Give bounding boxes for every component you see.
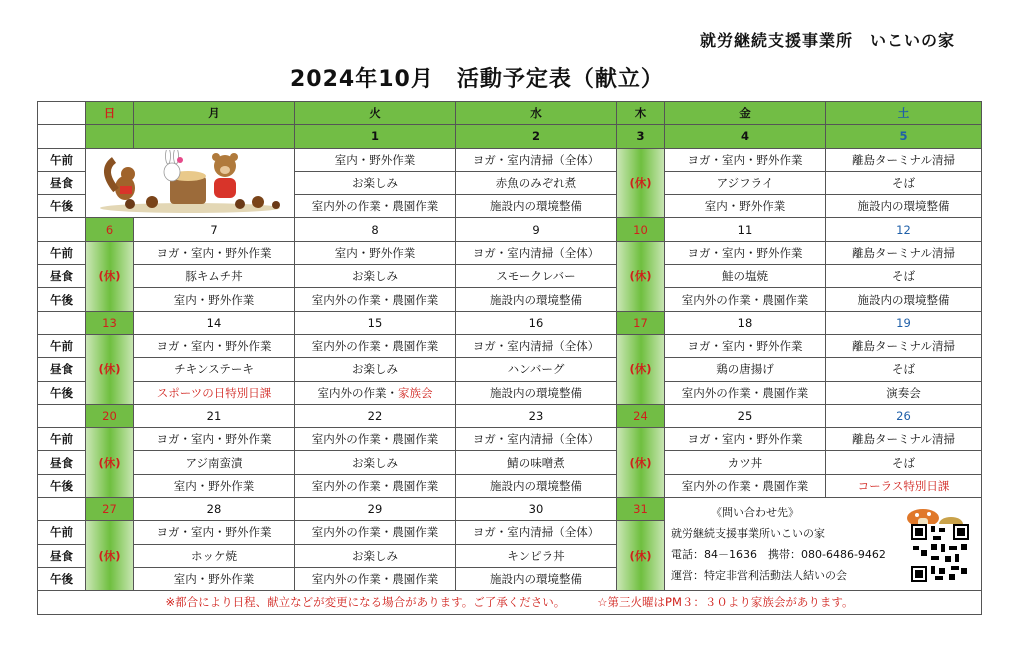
contact-heading: 《問い合わせ先》 bbox=[711, 506, 799, 520]
contact-phone: 電話：84－1636 携帯：080-6486-9462 bbox=[671, 548, 886, 562]
thursday-rest-cell: (休) bbox=[617, 241, 665, 311]
morning-row: 午前 (休) ヨガ・室内・野外作業 室内外の作業・農園作業 ヨガ・室内清掃（全体） (休) ヨガ・室内・野外作業 離島ターミナル清掃 bbox=[38, 334, 982, 357]
lunch-row: 昼食 ホッケ焼 お楽しみ キンピラ丼 bbox=[38, 544, 982, 567]
date-cell: 9 bbox=[456, 218, 617, 241]
qr-code-icon bbox=[911, 524, 969, 582]
special-event-cell: コーラス特別日課 bbox=[826, 474, 982, 497]
date-cell: 4 bbox=[665, 125, 826, 148]
date-row bbox=[38, 218, 982, 241]
header-sat: 土 bbox=[826, 102, 982, 125]
notes-row bbox=[38, 591, 982, 614]
contact-name: 就労継続支援事業所いこいの家 bbox=[671, 527, 825, 541]
header-fri: 金 bbox=[665, 102, 826, 125]
header-mon: 月 bbox=[134, 102, 295, 125]
note-schedule-change: ※都合により日程、献立などが変更になる場合があります。ご了承ください。 bbox=[165, 595, 566, 610]
thursday-rest-cell: (休) bbox=[617, 521, 665, 591]
activity-cell: 施設内の環境整備 bbox=[826, 195, 982, 218]
date-cell: 10 bbox=[617, 218, 665, 241]
activity-cell: 室内・野外作業 bbox=[665, 195, 826, 218]
header-thu: 木 bbox=[617, 102, 665, 125]
corner-cell bbox=[38, 102, 86, 125]
thursday-rest-cell: (休) bbox=[617, 428, 665, 498]
date-cell: 11 bbox=[665, 218, 826, 241]
header-wed: 水 bbox=[456, 102, 617, 125]
afternoon-row: 午後 室内・野外作業 室内外の作業・農園作業 施設内の環境整備 室内外の作業・農園作業 コーラス特別日課 bbox=[38, 474, 982, 497]
header-tue: 火 bbox=[295, 102, 456, 125]
lunch-row: 昼食 アジ南蛮漬 お楽しみ 鯖の味噌煮 カツ丼 そば bbox=[38, 451, 982, 474]
activity-cell: 室内外の作業・農園作業 bbox=[295, 195, 456, 218]
date-cell: 7 bbox=[134, 218, 295, 241]
date-row: 13 14 15 16 17 18 19 bbox=[38, 311, 982, 334]
note-family-meeting: ☆第三火曜はPM３：３０より家族会があります。 bbox=[597, 595, 854, 610]
family-meeting-label: 家族会 bbox=[398, 385, 433, 400]
sunday-rest-cell: (休) bbox=[86, 241, 134, 311]
thursday-rest-cell: (休) bbox=[617, 334, 665, 404]
weekday-header-row bbox=[38, 102, 982, 125]
morning-row bbox=[38, 148, 982, 171]
activity-cell: ヨガ・室内・野外作業 bbox=[665, 148, 826, 171]
menu-cell: 赤魚のみぞれ煮 bbox=[456, 171, 617, 194]
morning-row: 午前 (休) ヨガ・室内・野外作業 室内外の作業・農園作業 ヨガ・室内清掃（全体） (休) ヨガ・室内・野外作業 離島ターミナル清掃 bbox=[38, 428, 982, 451]
date-cell: 6 bbox=[86, 218, 134, 241]
activity-cell: 室内・野外作業 bbox=[295, 148, 456, 171]
date-cell: 5 bbox=[826, 125, 982, 148]
sunday-rest-cell: (休) bbox=[86, 334, 134, 404]
date-row: 27 28 29 30 31 《問い合わせ先》 就労継続支援事業所いこいの家 電話：84－1636 携帯：080-6486-9462 運営：特定非営利活動法人結いの会 bbox=[38, 498, 982, 521]
date-cell: 12 bbox=[826, 218, 982, 241]
menu-cell: お楽しみ bbox=[295, 171, 456, 194]
autumn-animals-illustration bbox=[86, 148, 295, 218]
date-cell: 2 bbox=[456, 125, 617, 148]
page-title: 2024年10月 活動予定表（献立） bbox=[290, 67, 664, 92]
special-event-cell: スポーツの日特別日課 bbox=[134, 381, 295, 404]
activity-cell: 施設内の環境整備 bbox=[456, 195, 617, 218]
lunch-row: 昼食 チキンステーキ お楽しみ ハンバーグ 鶏の唐揚げ そば bbox=[38, 358, 982, 381]
time-label: 午後 bbox=[38, 195, 86, 218]
time-label: 午前 bbox=[38, 148, 86, 171]
thursday-rest-cell: (休) bbox=[617, 148, 665, 218]
animals-picnic-illustration bbox=[90, 150, 290, 214]
date-cell: 1 bbox=[295, 125, 456, 148]
menu-cell: そば bbox=[826, 171, 982, 194]
sunday-rest-cell: (休) bbox=[86, 428, 134, 498]
header-sun: 日 bbox=[86, 102, 134, 125]
organization-name: 就労継続支援事業所 いこいの家 bbox=[700, 31, 956, 50]
morning-row: 午前 (休) ヨガ・室内・野外作業 室内外の作業・農園作業 ヨガ・室内清掃（全体） (休) bbox=[38, 521, 982, 544]
contact-info bbox=[665, 498, 982, 591]
date-row bbox=[38, 125, 982, 148]
contact-operator: 運営：特定非営利活動法人結いの会 bbox=[671, 569, 847, 583]
afternoon-row: 午後 室内・野外作業 室内外の作業・農園作業 施設内の環境整備 室内外の作業・農園作業 施設内の環境整備 bbox=[38, 288, 982, 311]
time-label: 昼食 bbox=[38, 171, 86, 194]
afternoon-row: 午後 室内・野外作業 室内外の作業・農園作業 施設内の環境整備 bbox=[38, 567, 982, 590]
activity-cell: 離島ターミナル清掃 bbox=[826, 148, 982, 171]
date-cell: 8 bbox=[295, 218, 456, 241]
date-row: 20 21 22 23 24 25 26 bbox=[38, 404, 982, 427]
afternoon-row: 午後 スポーツの日特別日課 室内外の作業・家族会 施設内の環境整備 室内外の作業・農園作業 演奏会 bbox=[38, 381, 982, 404]
schedule-table bbox=[37, 101, 982, 615]
menu-cell: アジフライ bbox=[665, 171, 826, 194]
activity-cell: ヨガ・室内清掃（全体） bbox=[456, 148, 617, 171]
lunch-row: 昼食 豚キムチ丼 お楽しみ スモークレバー 鮭の塩焼 そば bbox=[38, 265, 982, 288]
date-cell: 3 bbox=[617, 125, 665, 148]
morning-row: 午前 (休) ヨガ・室内・野外作業 室内・野外作業 ヨガ・室内清掃（全体） (休) ヨガ・室内・野外作業 離島ターミナル清掃 bbox=[38, 241, 982, 264]
sunday-rest-cell: (休) bbox=[86, 521, 134, 591]
